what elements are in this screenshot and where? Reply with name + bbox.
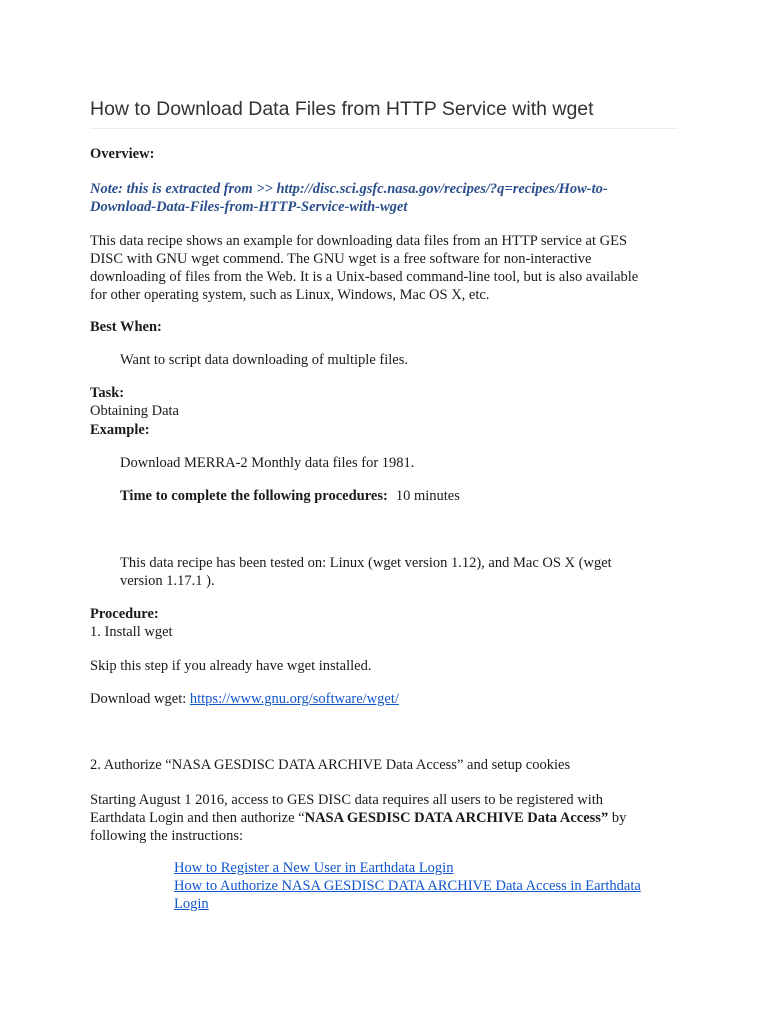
best-when-heading: Best When: [90,319,162,335]
paragraph-line: Starting August 1 2016, access to GES DISC data requires all users to be registered with [90,792,604,808]
step-2: 2. Authorize “NASA GESDISC DATA ARCHIVE Data Access” and setup cookies [90,757,571,773]
source-note [90,180,680,216]
starting-paragraph [90,791,680,845]
paragraph-line: following the instructions: [90,828,244,844]
paragraph-text: by [608,810,627,826]
source-note-line: Download-Data-Files-from-HTTP-Service-with-wget [90,199,408,215]
best-when-text: Want to script data downloading of multiple files. [120,352,408,368]
time-to-complete [120,487,680,505]
procedure-heading: Procedure: [90,606,159,622]
example-heading: Example: [90,422,150,438]
title-divider [90,128,678,129]
paragraph-line: for other operating system, such as Linux, Windows, Mac OS X, etc. [90,287,490,303]
paragraph-line: This data recipe shows an example for downloading data files from an HTTP service at GES [90,233,628,249]
tested-line: This data recipe has been tested on: Linux (wget version 1.12), and Mac OS X (wget [120,555,612,571]
download-line [90,690,680,708]
instruction-links [174,859,680,913]
overview-heading: Overview: [90,146,155,162]
time-label: Time to complete the following procedures: [120,488,388,504]
task-text: Obtaining Data [90,403,179,419]
tested-line: version 1.17.1 ). [120,573,215,589]
task-heading: Task: [90,385,125,401]
example-text: Download MERRA-2 Monthly data files for 1981. [120,455,415,471]
paragraph-line: downloading of files from the Web. It is a Unix-based command-line tool, but is also available [90,269,639,285]
page-title: How to Download Data Files from HTTP Service with wget [90,98,594,120]
authorize-access-link[interactable]: How to Authorize NASA GESDISC DATA ARCHIVE Data Access in Earthdata [174,878,641,894]
authorize-bold-text: NASA GESDISC DATA ARCHIVE Data Access” [304,810,609,826]
paragraph-line [90,809,680,827]
paragraph-line: DISC with GNU wget commend. The GNU wget is a free software for non-interactive [90,251,592,267]
authorize-access-link-cont[interactable]: Login [174,896,209,912]
skip-text: Skip this step if you already have wget installed. [90,658,372,674]
paragraph-text: Earthdata Login and then authorize “ [90,810,305,826]
time-value: 10 minutes [395,488,460,504]
overview-paragraph [90,232,680,304]
wget-download-link[interactable]: https://www.gnu.org/software/wget/ [189,691,399,707]
download-label: Download wget: [90,691,190,707]
step-1: 1. Install wget [90,624,173,640]
tested-on [120,554,680,590]
source-note-line: Note: this is extracted from >> http://disc.sci.gsfc.nasa.gov/recipes/?q=recipes/How-to- [90,181,608,197]
register-user-link[interactable]: How to Register a New User in Earthdata Login [174,860,454,876]
